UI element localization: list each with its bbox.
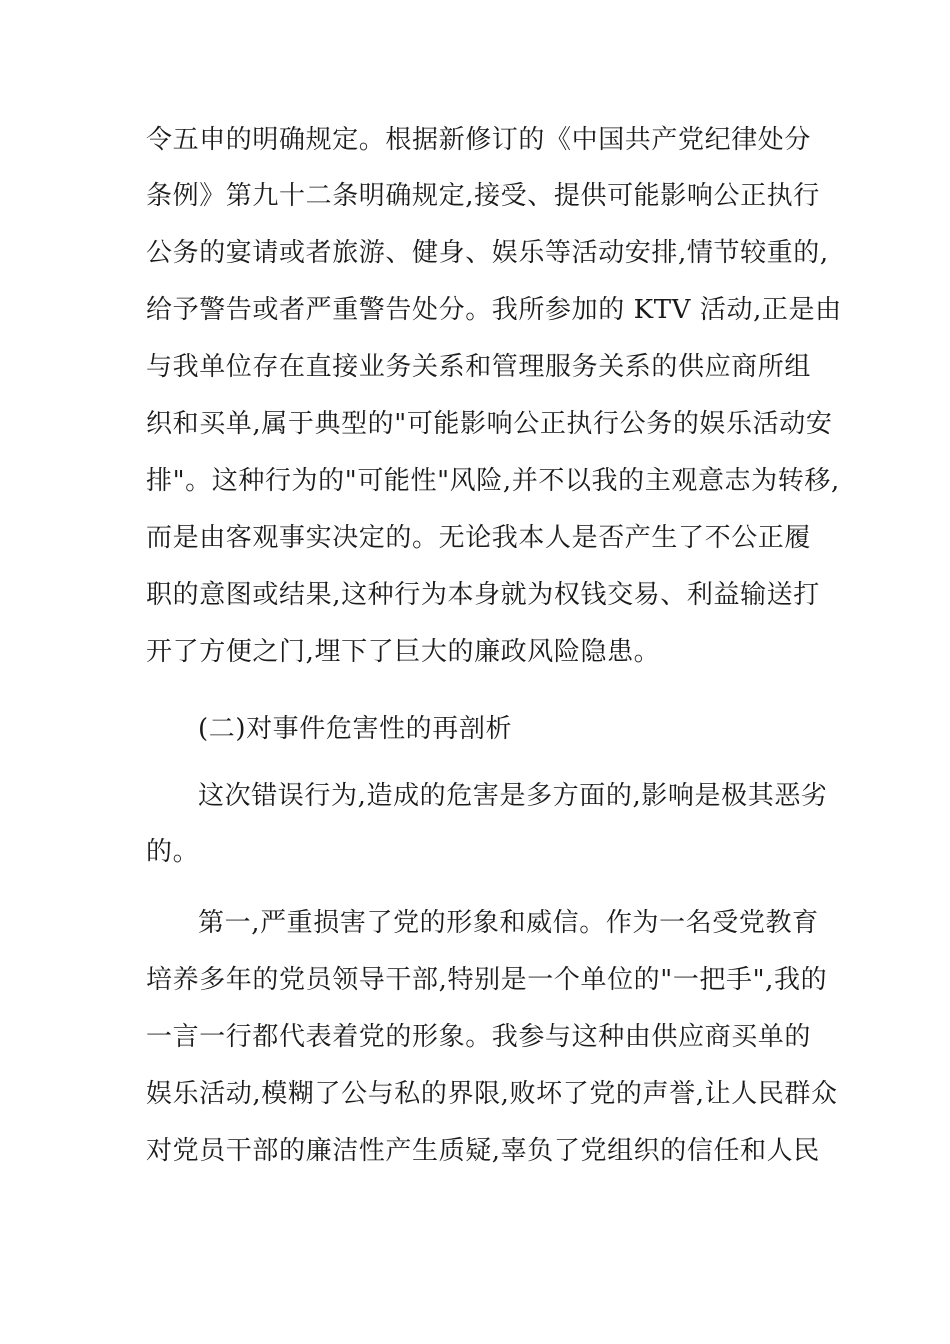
paragraph-1-line-8: 而是由客观事实决定的。无论我本人是否产生了不公正履 — [146, 523, 812, 553]
paragraph-1-line-9: 职的意图或结果,这种行为本身就为权钱交易、利益输送打 — [146, 580, 820, 610]
paragraph-1-line-1: 令五申的明确规定。根据新修订的《中国共产党纪律处分 — [146, 125, 812, 155]
paragraph-1-line-6: 织和买单,属于典型的"可能影响公正执行公务的娱乐活动安 — [146, 409, 833, 439]
paragraph-1-line-10: 开了方便之门,埋下了巨大的廉政风险隐患。 — [146, 637, 661, 667]
paragraph-3-line-5: 对党员干部的廉洁性产生质疑,辜负了党组织的信任和人民 — [146, 1136, 820, 1166]
paragraph-2-line-1: 这次错误行为,造成的危害是多方面的,影响是极其恶劣 — [198, 781, 828, 811]
paragraph-1-line-3: 公务的宴请或者旅游、健身、娱乐等活动安排,情节较重的, — [146, 238, 829, 268]
paragraph-3-line-3: 一言一行都代表着党的形象。我参与这种由供应商买单的 — [146, 1022, 812, 1052]
paragraph-1-line-5: 与我单位存在直接业务关系和管理服务关系的供应商所组 — [146, 352, 812, 382]
paragraph-1-line-2: 条例》第九十二条明确规定,接受、提供可能影响公正执行 — [146, 181, 820, 211]
paragraph-3-line-2: 培养多年的党员领导干部,特别是一个单位的"一把手",我的 — [146, 965, 828, 995]
section-heading: (二)对事件危害性的再剖析 — [198, 714, 513, 744]
paragraph-3-line-4: 娱乐活动,模糊了公与私的界限,败坏了党的声誉,让人民群众 — [146, 1079, 838, 1109]
paragraph-1-line-7: 排"。这种行为的"可能性"风险,并不以我的主观意志为转移, — [146, 466, 840, 496]
paragraph-2-line-2: 的。 — [146, 837, 200, 867]
paragraph-3-line-1: 第一,严重损害了党的形象和威信。作为一名受党教育 — [198, 908, 819, 938]
paragraph-1-line-4: 给予警告或者严重警告处分。我所参加的 KTV 活动,正是由 — [146, 295, 842, 325]
